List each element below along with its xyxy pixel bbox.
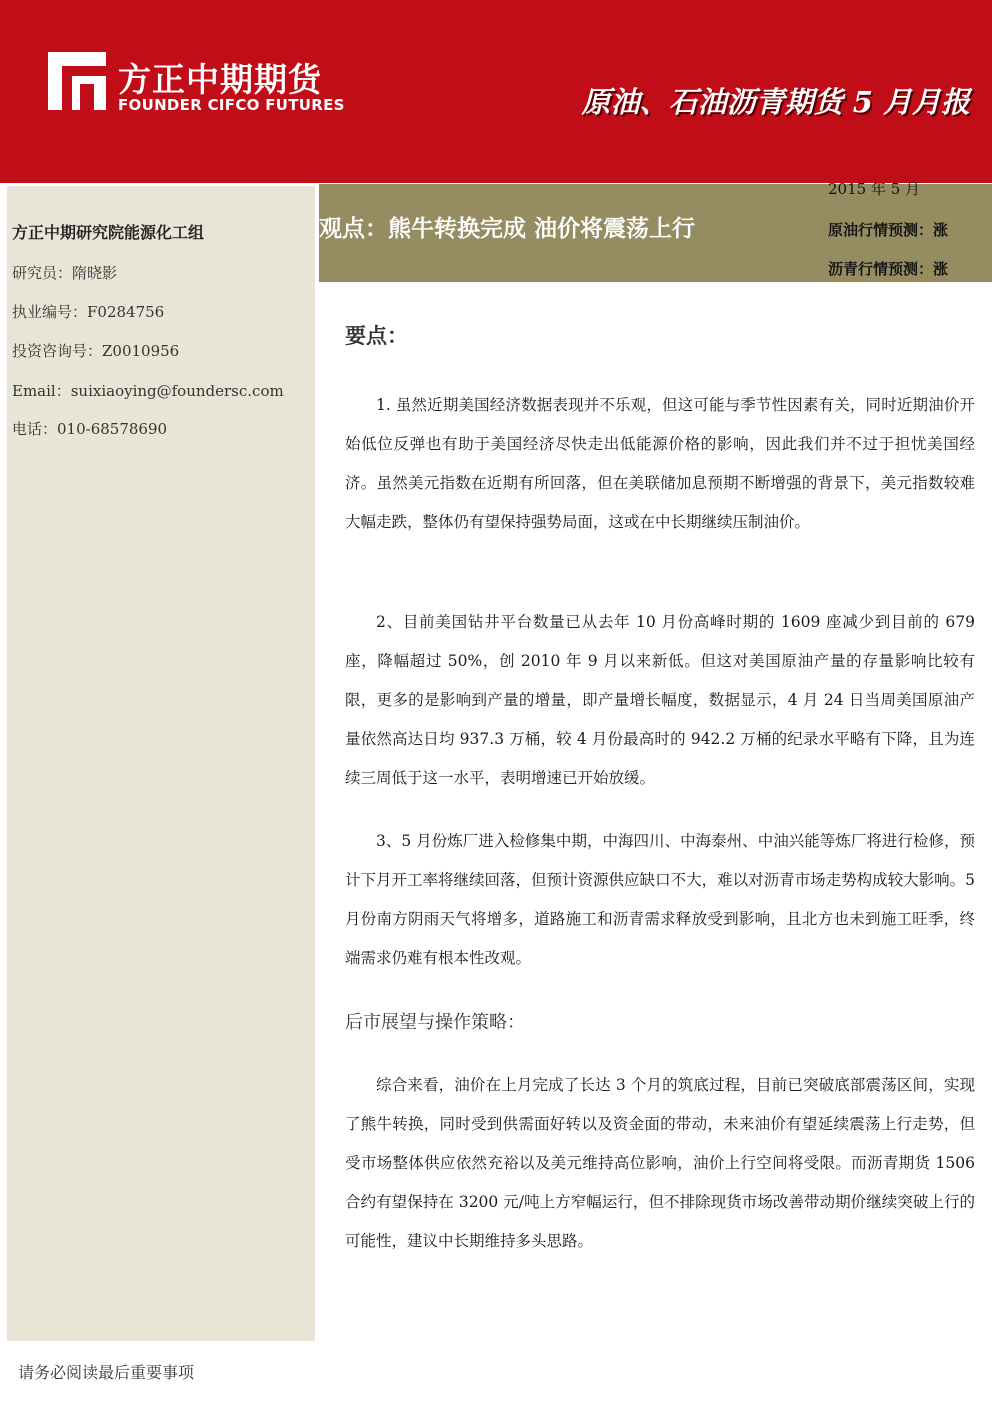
email-contact[interactable]: Email：suixiaoying@foundersc.com	[12, 382, 284, 400]
view-headline: 观点：熊牛转换完成 油价将震荡上行	[319, 215, 696, 242]
forecast-crude: 原油行情预测：涨	[828, 221, 949, 239]
forecast-asphalt: 沥青行情预测：涨	[828, 260, 949, 278]
header-banner	[0, 0, 992, 183]
company-name-cn: 方正中期期货	[118, 60, 322, 99]
consult-number: 投资咨询号：Z0010956	[12, 342, 180, 360]
key-point-paragraph: 1. 虽然近期美国经济数据表现并不乐观，但这可能与季节性因素有关，同时近期油价开始低位反弹也有助于美国经济尽快走出低能源价格的影响，因此我们并不过于担忧美国经济。虽然美元指数在近期有所回落，但在美联储加息预期不断增强的背景下，美元指数较难大幅走跌，整体仍有望保持强势局面，这或在中长期继续压制油价。	[345, 396, 975, 531]
key-point-paragraph: 3、5 月份炼厂进入检修集中期，中海四川、中海泰州、中油兴能等炼厂将进行检修，预计下月开工率将继续回落，但预计资源供应缺口不大，难以对沥青市场走势构成较大影响。5 月份南方阴雨天气将增多，道路施工和沥青需求释放受到影响，且北方也未到施工旺季，终端需求仍难有根本性改观。	[345, 832, 975, 967]
disclaimer-note: 请务必阅读最后重要事项	[18, 1363, 195, 1382]
key-point-paragraph: 2、目前美国钻井平台数量已从去年 10 月份高峰时期的 1609 座减少到目前的 679 座，降幅超过 50%，创 2010 年 9 月以来新低。但这对美国原油产量的存量影响比较有限，更多的是影响到产量的增量，即产量增长幅度，数据显示，4 月 24 日当周美国原油产量依然高达日均 937.3 万桶，较 4 月份最高时的 942.2 万桶的纪录水平略有下降，且为连续三周低于这一水平，表明增速已开始放缓。	[345, 613, 975, 787]
report-date: 2015 年 5 月	[828, 180, 921, 198]
phone-contact: 电话：010-68578690	[12, 420, 168, 438]
outlook-paragraph: 综合来看，油价在上月完成了长达 3 个月的筑底过程，目前已突破底部震荡区间，实现了熊牛转换，同时受到供需面好转以及资金面的带动，未来油价有望延续震荡上行走势，但受市场整体供应依然充裕以及美元维持高位影响，油价上行空间将受限。而沥青期货 1506 合约有望保持在 3200 元/吨上方窄幅运行，但不排除现货市场改善带动期价继续突破上行的可能性，建议中长期维持多头思路。	[345, 1076, 975, 1250]
outlook-heading: 后市展望与操作策略：	[345, 1012, 525, 1033]
author-sidebar	[7, 186, 315, 1341]
researcher-name: 研究员：隋晓影	[12, 264, 118, 282]
license-number: 执业编号：F0284756	[12, 303, 165, 321]
report-title: 原油、石油沥青期货 5 月月报	[581, 85, 970, 119]
view-band	[319, 180, 992, 282]
research-group: 方正中期研究院能源化工组	[12, 223, 205, 242]
key-points-heading: 要点：	[345, 323, 408, 348]
company-logo-icon	[48, 52, 106, 110]
company-name-en: FOUNDER CIFCO FUTURES	[118, 96, 345, 114]
